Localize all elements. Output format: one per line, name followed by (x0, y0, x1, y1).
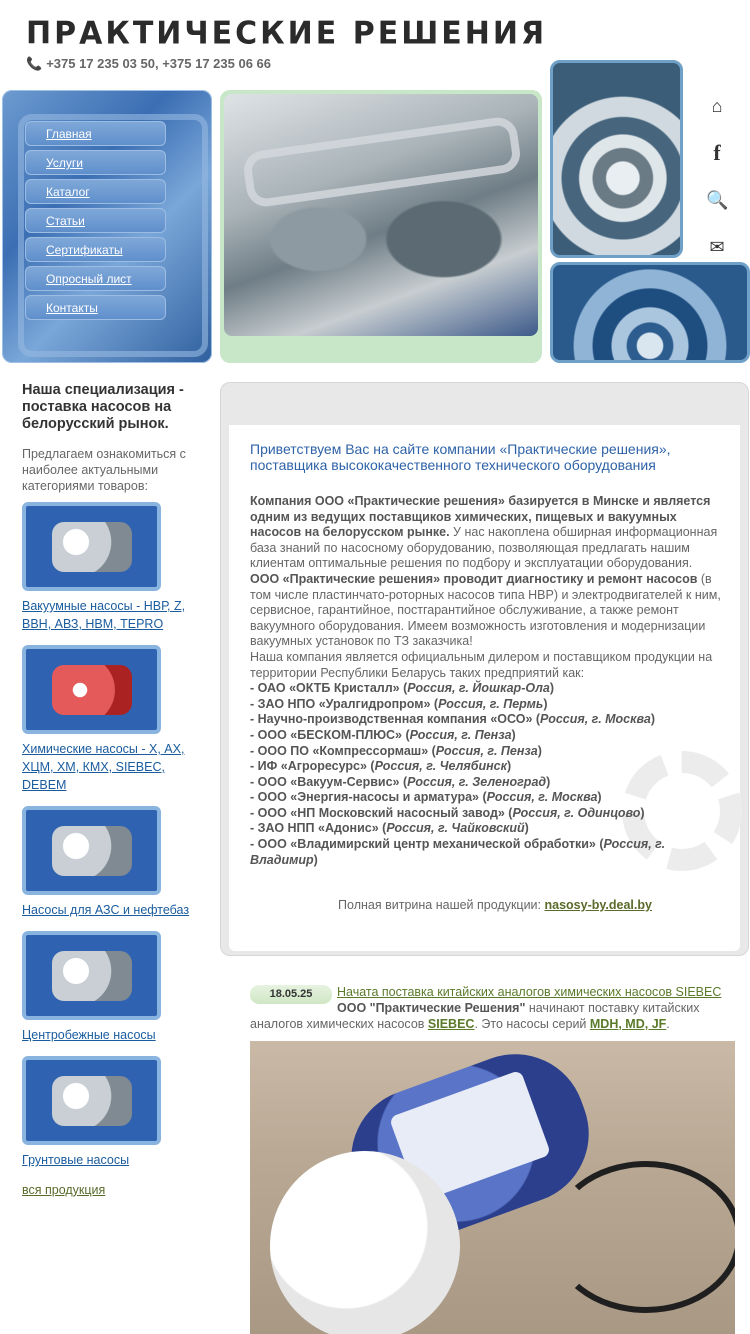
about-intro-rest: У нас накоплена обширная информационная база знаний по насосному оборудованию, позволяющая предлагать нашим клиентам оптимальные решения по подбору и эксплуатации оборудования. (250, 525, 718, 571)
category-thumbnail[interactable] (22, 645, 161, 734)
news-brand-link[interactable]: SIEBEC (427, 1016, 475, 1031)
repair-bold: ООО «Практические решения» проводит диагностику и ремонт насосов (250, 571, 698, 586)
nav-link-certificates[interactable]: Сертификаты (46, 243, 123, 257)
category-chemical-pumps[interactable] (22, 645, 200, 794)
nav-link-questionnaire[interactable]: Опросный лист (46, 272, 132, 286)
dealer-item: - ООО «НП Московский насосный завод» (Россия, г. Одинцово) (250, 805, 645, 820)
category-thumbnail[interactable] (22, 931, 161, 1020)
dealer-item: - Научно-производственная компания «ОСО» (Россия, г. Москва) (250, 712, 655, 727)
dealer-item: - ОАО «ОКТБ Кристалл» (Россия, г. Йошкар-Ола) (250, 681, 554, 696)
nav-item-home[interactable] (25, 121, 166, 146)
dealer-item: - ООО «Вакуум-Сервис» (Россия, г. Зеленоград) (250, 774, 551, 789)
category-link[interactable]: Грунтовые насосы (22, 1153, 130, 1167)
category-link[interactable]: Вакуумные насосы - НВР, Z, ВВН, АВЗ, НВМ, TEPRO (22, 599, 186, 631)
news-date-badge: 18.05.25 (250, 985, 332, 1004)
home-icon[interactable]: ⌂ (711, 96, 723, 116)
news-body (250, 1001, 740, 1032)
category-thumbnail[interactable] (22, 1056, 161, 1145)
news-text: . Это насосы серий (474, 1016, 590, 1031)
dealer-intro: Наша компания является официальным дилером и поставщиком продукции на территории Республики Беларусь таких предприятий как: (250, 649, 713, 680)
about-text (250, 494, 728, 868)
category-link[interactable]: Химические насосы - Х, АХ, ХЦМ, ХМ, КМХ, SIEBEC, DEBEM (22, 742, 185, 792)
news-series-link[interactable]: MDH, MD, JF (589, 1016, 667, 1031)
nav-link-home[interactable]: Главная (46, 127, 92, 141)
about-intro-bold: Компания ООО «Практические решения» базируется в Минске и является одним из ведущих поставщиков химических, пищевых и вакуумных насосов на белорусском рынке. (250, 494, 711, 540)
showcase-text: Полная витрина нашей продукции: (338, 898, 545, 912)
category-thumbnail[interactable] (22, 502, 161, 591)
site-logo[interactable]: ПРАКТИЧЕСКИЕ РЕШЕНИЯ (26, 15, 548, 52)
news-company: ООО "Практические Решения" (337, 1001, 526, 1015)
dealer-item: - ООО «Энергия-насосы и арматура» (Россия, г. Москва) (250, 790, 602, 805)
category-link[interactable]: Насосы для АЗС и нефтебаз (22, 903, 190, 917)
dealer-item: - ИФ «Агроресурс» (Россия, г. Челябинск) (250, 759, 512, 774)
category-slurry-pumps[interactable] (22, 1056, 200, 1169)
showcase-line (250, 898, 740, 912)
phone-icon: 📞 (26, 56, 43, 71)
category-fuel-pumps[interactable] (22, 806, 200, 919)
nav-item-articles[interactable] (25, 208, 166, 233)
nav-item-questionnaire[interactable] (25, 266, 166, 291)
hero-image-pumps (220, 90, 542, 363)
dealer-item: - ЗАО НПП «Адонис» (Россия, г. Чайковский) (250, 821, 529, 836)
nav-link-articles[interactable]: Статьи (46, 214, 85, 228)
left-column (22, 382, 200, 1199)
news-title-link[interactable]: Начата поставка китайских аналогов химических насосов SIEBEC (337, 985, 722, 999)
nav-item-services[interactable] (25, 150, 166, 175)
showcase-link[interactable]: nasosy-by.deal.by (544, 898, 652, 912)
specialization-heading: Наша специализация - поставка насосов на белорусский рынок. (22, 382, 184, 432)
main-nav (2, 90, 212, 363)
nav-link-contacts[interactable]: Контакты (46, 301, 98, 315)
welcome-heading: Приветствуем Вас на сайте компании «Практические решения», поставщика высококачественного технического оборудования (250, 441, 671, 473)
news-text: . (666, 1016, 670, 1031)
category-vacuum-pumps[interactable] (22, 502, 200, 633)
nav-item-certificates[interactable] (25, 237, 166, 262)
categories-intro: Предлагаем ознакомиться с наиболее актуальными категориями товаров: (22, 447, 186, 493)
nav-link-services[interactable]: Услуги (46, 156, 83, 170)
category-centrifugal-pumps[interactable] (22, 931, 200, 1044)
phone-text: +375 17 235 03 50, +375 17 235 06 66 (46, 56, 272, 71)
dealer-item: - ЗАО НПО «Уралгидропром» (Россия, г. Пермь) (250, 696, 548, 711)
dealer-item: - ООО «БЕСКОМ-ПЛЮС» (Россия, г. Пенза) (250, 727, 516, 742)
phone-numbers (26, 56, 271, 72)
dealer-item: - ООО ПО «Компрессормаш» (Россия, г. Пенза) (250, 743, 542, 758)
facebook-icon[interactable]: f (713, 140, 721, 165)
side-icon-bar (706, 95, 730, 283)
mail-icon[interactable]: ✉ (709, 237, 725, 257)
hero-image-flange (550, 60, 683, 258)
category-thumbnail[interactable] (22, 806, 161, 895)
news-image-magnetic-pump[interactable] (250, 1041, 735, 1334)
all-products-link[interactable]: вся продукция (22, 1183, 106, 1197)
nav-link-catalog[interactable]: Каталог (46, 185, 90, 199)
repair-rest: (в том числе пластинчато-роторных насосов типа НВР) и электродвигателей к ним, сервисное, гарантийное, постгарантийное обслуживание, а также ремонт вакуумного оборудования. Имеем возможность изготовления и модернизации вакуумных установок по ТЗ заказчика! (250, 571, 721, 649)
nav-item-catalog[interactable] (25, 179, 166, 204)
search-icon[interactable]: 🔍 (706, 190, 729, 210)
category-link[interactable]: Центробежные насосы (22, 1028, 156, 1042)
news-text: начинают поставку китайских аналогов химических насосов (250, 1001, 700, 1031)
nav-item-contacts[interactable] (25, 295, 166, 320)
dealer-item: - ООО «Владимирский центр механической обработки» (Россия, г. Владимир) (250, 837, 666, 867)
